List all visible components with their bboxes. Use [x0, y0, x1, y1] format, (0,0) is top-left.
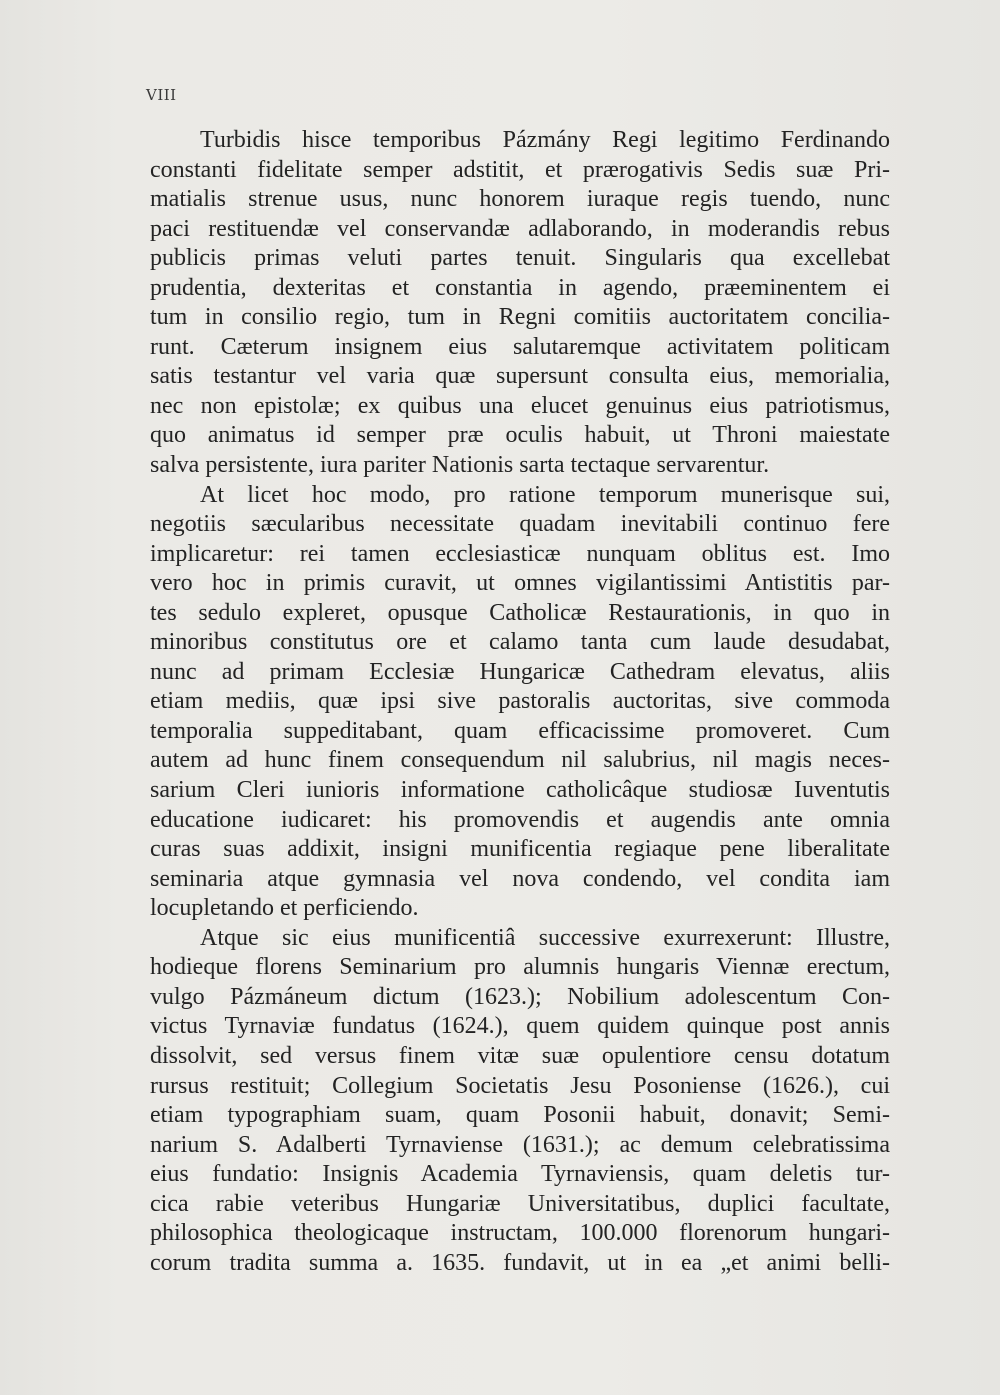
- text-line: philosophica theologicaque instructam, 100.000 florenorum hungari-: [150, 1220, 890, 1247]
- text-line: tum in consilio regio, tum in Regni comitiis auctoritatem concilia-: [150, 304, 890, 331]
- text-line: publicis primas veluti partes tenuit. Singularis qua excellebat: [150, 245, 890, 272]
- text-line: implicaretur: rei tamen ecclesiasticæ nunquam oblitus est. Imo: [150, 540, 890, 567]
- paragraph: [150, 126, 890, 481]
- text-line: victus Tyrnaviæ fundatus (1624.), quem quidem quinque post annis: [150, 1013, 890, 1040]
- text-line: nunc ad primam Ecclesiæ Hungaricæ Cathedram elevatus, aliis: [150, 658, 890, 685]
- text-line: corum tradita summa a. 1635. fundavit, ut in ea „et animi belli-: [150, 1249, 890, 1276]
- text-line: Atque sic eius munificentiâ successive exurrexerunt: Illustre,: [200, 924, 890, 951]
- text-line: locupletando et perficiendo.: [150, 895, 419, 922]
- text-line: Turbidis hisce temporibus Pázmány Regi legitimo Ferdinando: [200, 127, 890, 153]
- text-line: cica rabie veteribus Hungariæ Universitatibus, duplici facultate,: [150, 1190, 890, 1217]
- paragraph: [150, 924, 890, 1279]
- text-line: runt. Cæterum insignem eius salutaremque activitatem politicam: [150, 333, 890, 360]
- text-line: quo animatus id semper præ oculis habuit, ut Throni maiestate: [150, 422, 890, 449]
- text-line: curas suas addixit, insigni munificentia regiaque pene liberalitate: [150, 836, 890, 863]
- text-line: rursus restituit; Collegium Societatis Jesu Posoniense (1626.), cui: [150, 1072, 890, 1099]
- text-line: etiam typographiam suam, quam Posonii habuit, donavit; Semi-: [150, 1102, 890, 1129]
- text-line: etiam mediis, quæ ipsi sive pastoralis auctoritas, sive commoda: [150, 688, 890, 715]
- text-line: eius fundatio: Insignis Academia Tyrnaviensis, quam deletis tur-: [150, 1161, 890, 1188]
- text-line: minoribus constitutus ore et calamo tanta cum laude desudabat,: [150, 629, 890, 656]
- text-line: matialis strenue usus, nunc honorem iuraque regis tuendo, nunc: [150, 186, 890, 213]
- page-number: VIII: [146, 86, 177, 104]
- text-line: salva persistente, iura pariter Nationis sarta tectaque servarentur.: [150, 452, 770, 479]
- body-text: [150, 126, 890, 1278]
- text-line: seminaria atque gymnasia vel nova condendo, vel condita iam: [150, 865, 890, 892]
- text-line: educatione iudicaret: his promovendis et augendis ante omnia: [150, 806, 890, 833]
- text-line: satis testantur vel varia quæ supersunt consulta eius, memorialia,: [150, 363, 890, 390]
- text-line: sarium Cleri iunioris informatione catholicâque studiosæ Iuventutis: [150, 777, 890, 804]
- text-line: vero hoc in primis curavit, ut omnes vigilantissimi Antistitis par-: [150, 570, 890, 597]
- paragraph: [150, 481, 890, 924]
- text-line: autem ad hunc finem consequendum nil salubrius, nil magis neces-: [150, 747, 890, 774]
- text-line: constanti fidelitate semper adstitit, et prærogativis Sedis suæ Pri-: [150, 156, 890, 183]
- text-line: negotiis sæcularibus necessitate quadam inevitabili continuo fere: [150, 511, 890, 538]
- text-line: temporalia suppeditabant, quam efficacissime promoveret. Cum: [150, 717, 890, 744]
- text-line: vulgo Pázmáneum dictum (1623.); Nobilium adolescentum Con-: [150, 983, 890, 1010]
- text-line: prudentia, dexteritas et constantia in agendo, præeminentem ei: [150, 274, 890, 301]
- text-line: paci restituendæ vel conservandæ adlaborando, in moderandis rebus: [150, 215, 890, 242]
- text-line: tes sedulo expleret, opusque Catholicæ Restaurationis, in quo in: [150, 599, 890, 626]
- text-line: At licet hoc modo, pro ratione temporum munerisque sui,: [200, 481, 890, 508]
- text-line: nec non epistolæ; ex quibus una elucet genuinus eius patriotismus,: [150, 392, 890, 419]
- text-line: hodieque florens Seminarium pro alumnis hungaris Viennæ erectum,: [150, 954, 890, 981]
- text-line: narium S. Adalberti Tyrnaviense (1631.); ac demum celebratissima: [150, 1131, 890, 1158]
- text-line: dissolvit, sed versus finem vitæ suæ opulentiore censu dotatum: [150, 1042, 890, 1069]
